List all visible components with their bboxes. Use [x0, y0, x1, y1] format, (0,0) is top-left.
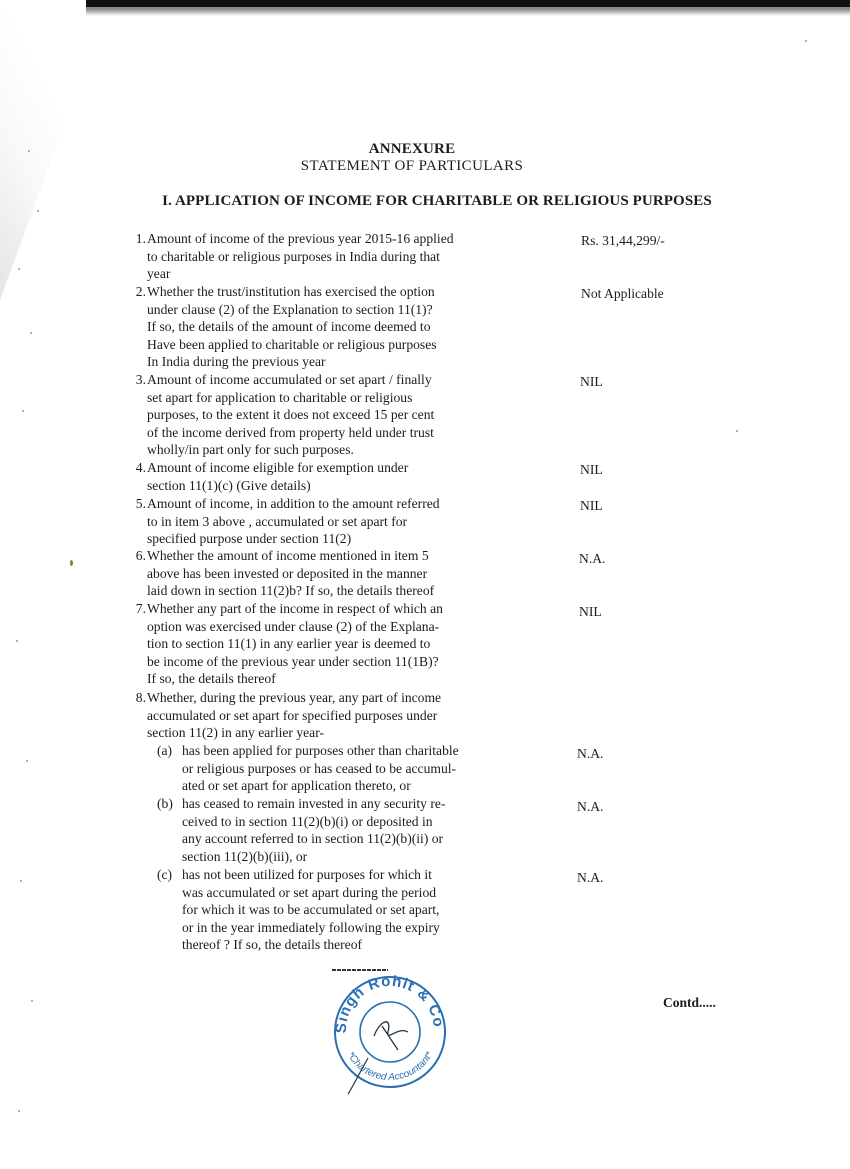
scan-speck	[31, 1000, 33, 1002]
item-answer: NIL	[579, 604, 602, 619]
item-number: 4.	[135, 460, 146, 475]
sub-item-text: has ceased to remain invested in any security re- ceived to in section 11(2)(b)(i) or deposited in any account referred to in section 11(2)(b)(ii) or section 11(2)(b)(iii), or	[182, 796, 446, 864]
scan-speck	[805, 40, 807, 42]
scan-speck	[37, 210, 39, 212]
sub-item-answer: N.A.	[577, 746, 604, 761]
scan-top-edge	[86, 0, 850, 16]
scan-speck	[70, 560, 73, 566]
section-heading: I. APPLICATION OF INCOME FOR CHARITABLE OR RELIGIOUS PURPOSES	[162, 193, 712, 209]
item-number: 5.	[135, 496, 146, 511]
item-text: Whether the trust/institution has exercised the option under clause (2) of the Explanation to section 11(1)? If so, the details of the amount of income deemed to Have been applied to charitable or religious purposes In India during the previous year	[147, 284, 437, 370]
sub-item-text: has been applied for purposes other than charitable or religious purposes or has ceased to be accumul- ated or set apart for application thereto, or	[182, 743, 459, 794]
item-answer: NIL	[580, 462, 603, 477]
sub-item-text: has not been utilized for purposes for which it was accumulated or set apart during the period for which it was to be accumulated or set apart, or in the year immediately following the expiry thereof ? If so, the details thereof	[182, 867, 440, 953]
item-text: Amount of income accumulated or set apart / finally set apart for application to charitable or religious purposes, to the extent it does not exceed 15 per cent of the income derived from property held under trust wholly/in part only for such purposes.	[147, 372, 435, 458]
sub-item-label: (c)	[157, 867, 173, 882]
item-number: 2.	[135, 284, 146, 299]
stamp-top-text: Singh Rohit & Co	[332, 972, 448, 1034]
stamp-bottom-text: *Chartered Accountant*	[344, 1050, 436, 1084]
scan-speck	[20, 880, 22, 882]
item-number: 3.	[135, 372, 146, 387]
item-text: Amount of income of the previous year 2015-16 applied to charitable or religious purposes in India during that year	[147, 231, 454, 282]
statement-heading: STATEMENT OF PARTICULARS	[300, 158, 524, 174]
item-text: Whether any part of the income in respect of which an option was exercised under clause (2) of the Explana- tion to section 11(1) in any earlier year is deemed to be income of the previous year under section 11(1B)? If so, the details thereof	[147, 601, 443, 687]
item-number: 7.	[135, 601, 146, 616]
item-text: Amount of income eligible for exemption under section 11(1)(c) (Give details)	[147, 460, 409, 493]
item-number: 8.	[135, 690, 146, 705]
item-answer: Rs. 31,44,299/-	[581, 233, 665, 248]
scan-speck	[18, 268, 20, 270]
stamp-seal-icon	[328, 966, 452, 1096]
sub-item-answer: N.A.	[577, 799, 604, 814]
scan-speck	[16, 640, 18, 642]
ca-stamp	[328, 966, 452, 1096]
item-text: Whether, during the previous year, any part of income accumulated or set apart for specified purposes under section 11(2) in any earlier year-	[147, 690, 442, 741]
scan-speck	[30, 332, 32, 334]
item-answer: Not Applicable	[581, 286, 664, 301]
sub-item-label: (b)	[157, 796, 173, 811]
item-answer: NIL	[580, 498, 603, 513]
item-text: Whether the amount of income mentioned in item 5 above has been invested or deposited in the manner laid down in section 11(2)b? If so, the details thereof	[147, 548, 435, 599]
item-number: 6.	[135, 548, 146, 563]
item-answer: NIL	[580, 374, 603, 389]
continued-note: Contd.....	[663, 995, 716, 1010]
item-answer: N.A.	[579, 551, 606, 566]
item-number: 1.	[135, 231, 146, 246]
item-text: Amount of income, in addition to the amount referred to in item 3 above , accumulated or set apart for specified purpose under section 11(2)	[147, 496, 440, 547]
sub-item-answer: N.A.	[577, 870, 604, 885]
scan-speck	[736, 430, 738, 432]
scan-speck	[26, 760, 28, 762]
sub-item-label: (a)	[157, 743, 173, 758]
annexure-heading: ANNEXURE	[368, 141, 456, 157]
scan-speck	[28, 150, 30, 152]
scan-speck	[18, 1110, 20, 1112]
scan-speck	[22, 410, 24, 412]
